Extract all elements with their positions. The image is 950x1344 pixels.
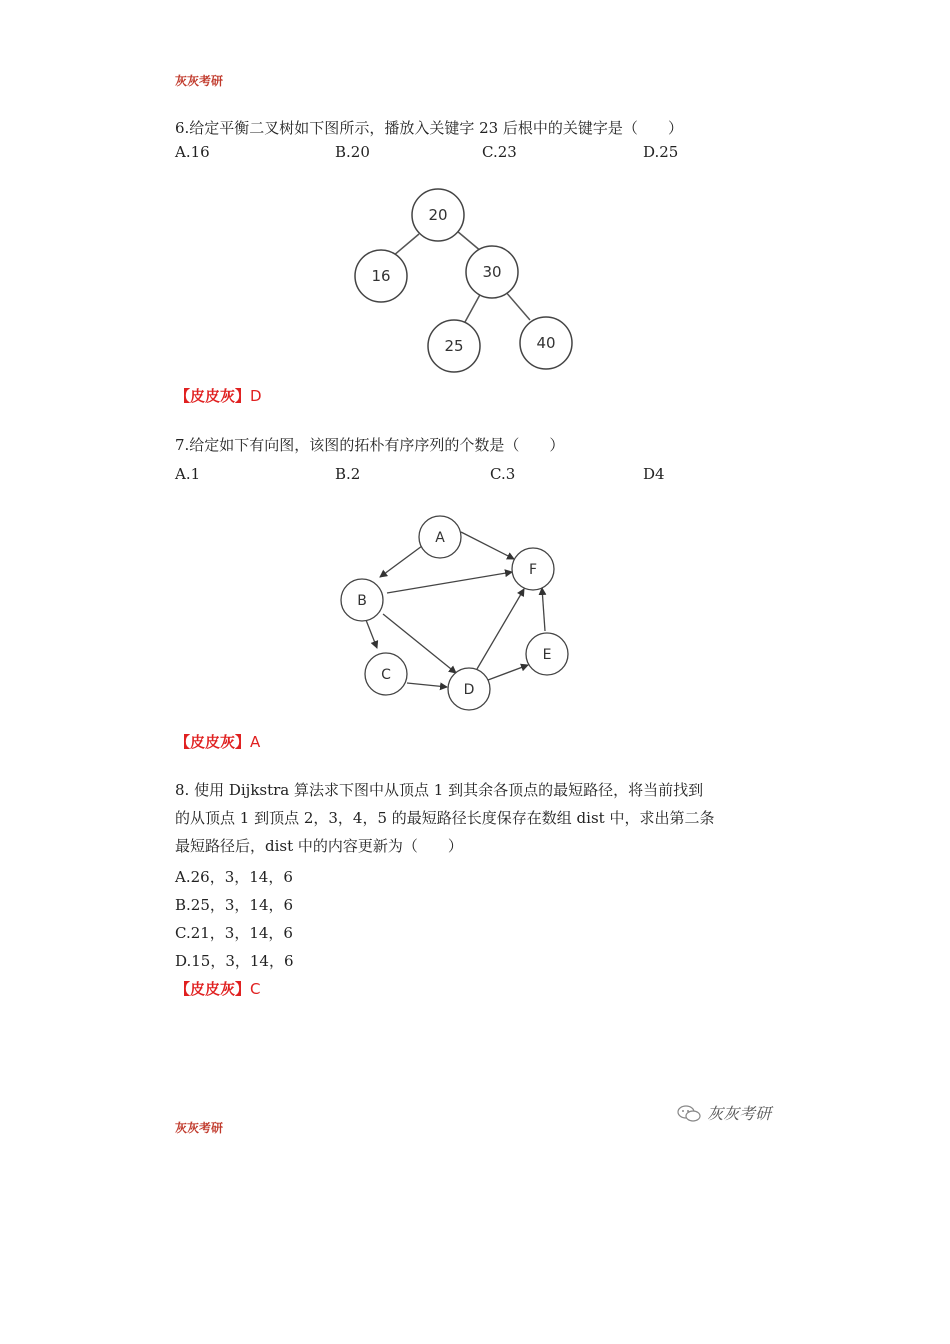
q8-answer-value: C bbox=[250, 980, 261, 998]
graph-node-b: B bbox=[357, 593, 367, 609]
graph-node-a: A bbox=[435, 530, 445, 546]
tree-edge-30-25 bbox=[465, 291, 482, 322]
q6-option-c: C.23 bbox=[482, 143, 517, 161]
q8-stem-line-1: 8. 使用 Dijkstra 算法求下图中从顶点 1 到其余各顶点的最短路径，将当前找到 bbox=[175, 781, 704, 799]
q7-answer bbox=[175, 731, 260, 752]
q6-option-d: D.25 bbox=[643, 143, 679, 161]
q8-option-c: C.21，3，14，6 bbox=[175, 924, 293, 942]
q8-option-b: B.25，3，14，6 bbox=[175, 896, 294, 914]
tree-edge-20-30 bbox=[457, 231, 482, 252]
graph-edge-a-f bbox=[461, 532, 514, 559]
tree-edge-20-16 bbox=[393, 234, 419, 256]
q8-answer-label: 【皮皮灰】 bbox=[175, 980, 251, 998]
tree-node-16: 16 bbox=[371, 267, 391, 285]
q7-option-d: D4 bbox=[643, 465, 665, 483]
tree-edge-30-40 bbox=[505, 291, 530, 320]
q7-stem: 7.给定如下有向图，该图的拓朴有序序列的个数是（ ） bbox=[175, 436, 565, 454]
tree-node-20: 20 bbox=[428, 206, 448, 224]
graph-node-f: F bbox=[528, 562, 538, 578]
wechat-icon bbox=[676, 1104, 702, 1122]
graph-edge-b-f bbox=[387, 572, 512, 593]
tree-node-30: 30 bbox=[482, 263, 502, 281]
q7-option-a: A.1 bbox=[175, 465, 201, 483]
footer-brand: 灰灰考研 bbox=[175, 1121, 224, 1135]
graph-edge-d-f bbox=[477, 589, 524, 669]
q6-answer-label: 【皮皮灰】 bbox=[175, 387, 251, 405]
header-brand: 灰灰考研 bbox=[175, 74, 224, 88]
graph-edge-b-c bbox=[366, 620, 377, 648]
q8-answer bbox=[175, 978, 261, 999]
graph-edge-c-d bbox=[407, 683, 447, 687]
graph-node-d: D bbox=[463, 682, 475, 698]
tree-node-25: 25 bbox=[444, 337, 464, 355]
q7-option-b: B.2 bbox=[335, 465, 361, 483]
q6-answer-value: D bbox=[250, 387, 262, 405]
q8-stem-line-2: 的从顶点 1 到顶点 2，3，4，5 的最短路径长度保存在数组 dist 中，求出第二条 bbox=[175, 809, 715, 827]
q7-option-c: C.3 bbox=[490, 465, 516, 483]
q7-answer-label: 【皮皮灰】 bbox=[175, 733, 251, 751]
q8-option-d: D.15，3，14，6 bbox=[175, 952, 294, 970]
q8-stem-line-3: 最短路径后，dist 中的内容更新为（ ） bbox=[175, 837, 463, 855]
q7-directed-graph-diagram bbox=[330, 500, 590, 720]
graph-node-e: E bbox=[542, 647, 552, 663]
q8-option-a: A.26，3，14，6 bbox=[175, 868, 293, 886]
q6-answer bbox=[175, 385, 262, 406]
graph-edge-a-b bbox=[380, 546, 422, 577]
q6-stem: 6.给定平衡二叉树如下图所示，播放入关键字 23 后根中的关键字是（ ） bbox=[175, 119, 683, 137]
q6-option-a: A.16 bbox=[175, 143, 210, 161]
q6-option-b: B.20 bbox=[335, 143, 370, 161]
footer-watermark bbox=[676, 1101, 771, 1124]
graph-edge-e-f bbox=[542, 588, 545, 631]
tree-node-40: 40 bbox=[536, 334, 556, 352]
footer-watermark-text: 灰灰考研 bbox=[707, 1104, 772, 1123]
graph-node-c: C bbox=[381, 667, 391, 683]
q7-answer-value: A bbox=[250, 733, 261, 751]
graph-edge-d-e bbox=[488, 665, 528, 680]
q6-avl-tree-diagram bbox=[340, 180, 590, 380]
